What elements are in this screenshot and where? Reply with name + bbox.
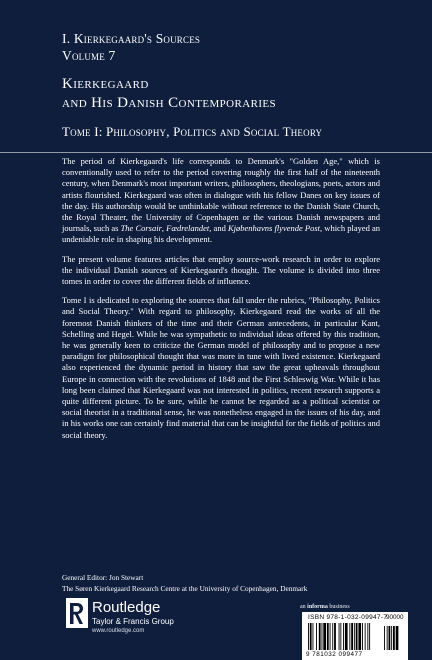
barcode-addon-bar: [389, 626, 391, 650]
barcode-bar: [334, 623, 336, 650]
barcode-bar: [345, 623, 348, 650]
informa-suffix: business: [329, 604, 350, 610]
barcode-bar: [340, 623, 341, 650]
book-title-line2: and His Danish Contemporaries: [62, 95, 277, 111]
publisher-group: Taylor & Francis Group: [92, 617, 174, 626]
volume-number: Volume 7: [62, 48, 116, 63]
barcode-bar: [316, 623, 317, 650]
journal-title: Kjøbenhavns flyvende Post: [227, 223, 321, 234]
barcode-addon-bar: [384, 626, 385, 650]
barcode-digits: 9 781032 099477: [306, 651, 363, 658]
barcode-addon-bar: [391, 626, 392, 650]
routledge-r-logo-icon: [66, 598, 88, 628]
text-run: , which played an undeniable role in shaping his development.: [62, 223, 381, 245]
barcode-bar: [365, 623, 366, 650]
blurb-paragraph-1: [62, 156, 380, 246]
barcode-bar: [310, 623, 312, 650]
text-run: ,: [161, 223, 167, 234]
barcode-bar: [369, 623, 370, 650]
barcode-addon-bar: [393, 626, 395, 650]
price-code: 90000: [386, 614, 404, 621]
barcode-addon-bar: [387, 626, 388, 650]
isbn-barcode: [302, 612, 408, 660]
barcode-bar: [327, 623, 329, 650]
barcode-bar: [313, 623, 314, 650]
text-run: , and: [209, 223, 228, 234]
barcode-bar: [358, 623, 361, 650]
barcode-bar: [356, 623, 358, 650]
text-run: The period of Kierkegaard's life corresponds to Denmark's "Golden Age," which is conventionally used to refer to the period covering roughly the first half of the nineteenth century, when Denmark's most important writers, philosophers, theologians, poets, actors and artists flourished. Kierkegaard was often in dialogue with his fellow Danes on key issues of the day. His authorship would be unthinkable without reference to the Danish State Church, the Royal Theater, the University of Copenhagen or the various Danish newspapers and journals, such as: [62, 156, 381, 234]
barcode-bar: [308, 623, 309, 650]
barcode-addon-bar: [396, 626, 399, 650]
general-editor: General Editor: Jon Stewart: [62, 573, 144, 582]
publisher-name: Routledge: [92, 599, 161, 616]
blurb-paragraph-2: The present volume features articles that employ source-work research in order to explore the individual Danish sources of Kierkegaard's thought. The volume is divided into three tomes in order to cover the different fields of influence.: [62, 253, 380, 287]
barcode-bar: [351, 623, 353, 650]
barcode-bar: [343, 623, 344, 650]
barcode-bar: [362, 623, 363, 650]
barcode-bar: [330, 623, 331, 650]
book-title-line1: Kierkegaard: [62, 76, 149, 92]
blurb: [62, 156, 380, 445]
informa-business-mark: [300, 604, 350, 610]
publisher-url[interactable]: www.routledge.com: [92, 628, 145, 634]
informa-prefix: an: [300, 604, 306, 610]
barcode-bar: [332, 623, 333, 650]
credits: [62, 573, 307, 594]
barcode-bar: [322, 623, 323, 650]
journal-title: Fædrelandet: [166, 223, 210, 234]
barcode-bar: [323, 623, 326, 650]
isbn-text: ISBN 978-1-032-09947-7: [308, 614, 388, 621]
barcode-bars-icon: [308, 623, 400, 651]
book-subtitle: Tome I: Philosophy, Politics and Social Theory: [62, 124, 323, 139]
blurb-paragraph-3: Tome I is dedicated to exploring the sources that fall under the rubrics, "Philosophy, Politics and Social Theory." With regard to philosophy, Kierkegaard read the works of all the foremost Danish thinkers of the time and their German antecedents, in particular Kant, Schelling and Hegel. While he was sympathetic to individual ideas offered by this tradition, he was generally keen to criticize the German model of philosophy and to propose a new paradigm for philosophical thought that was more in tune with lived existence. Kierkegaard also experienced the dynamic period in history that saw the great upheavals throughout Europe in connection with the revolutions of 1848 and the First Schleswig War. While it has long been claimed that Kierkegaard was not interested in politics, recent research supports a quite different picture. To be sure, while he cannot be regarded as a political scientist or social theorist in a traditional sense, he was nonetheless engaged in the issues of his day, and in his works one can certainly find material that can be insightful for the fields of politics and social theory.: [62, 295, 380, 440]
barcode-bar: [367, 623, 368, 650]
informa-brand: informa: [307, 604, 328, 610]
barcode-bar: [319, 623, 321, 650]
research-centre: The Søren Kierkegaard Research Centre at the University of Copenhagen, Denmark: [62, 583, 308, 593]
series-name: I. Kierkegaard's Sources: [62, 31, 201, 46]
journal-title: The Corsair: [120, 223, 162, 234]
barcode-bar: [349, 623, 350, 650]
barcode-bar: [339, 623, 340, 650]
divider-line: [0, 152, 432, 153]
barcode-bar: [354, 623, 355, 650]
